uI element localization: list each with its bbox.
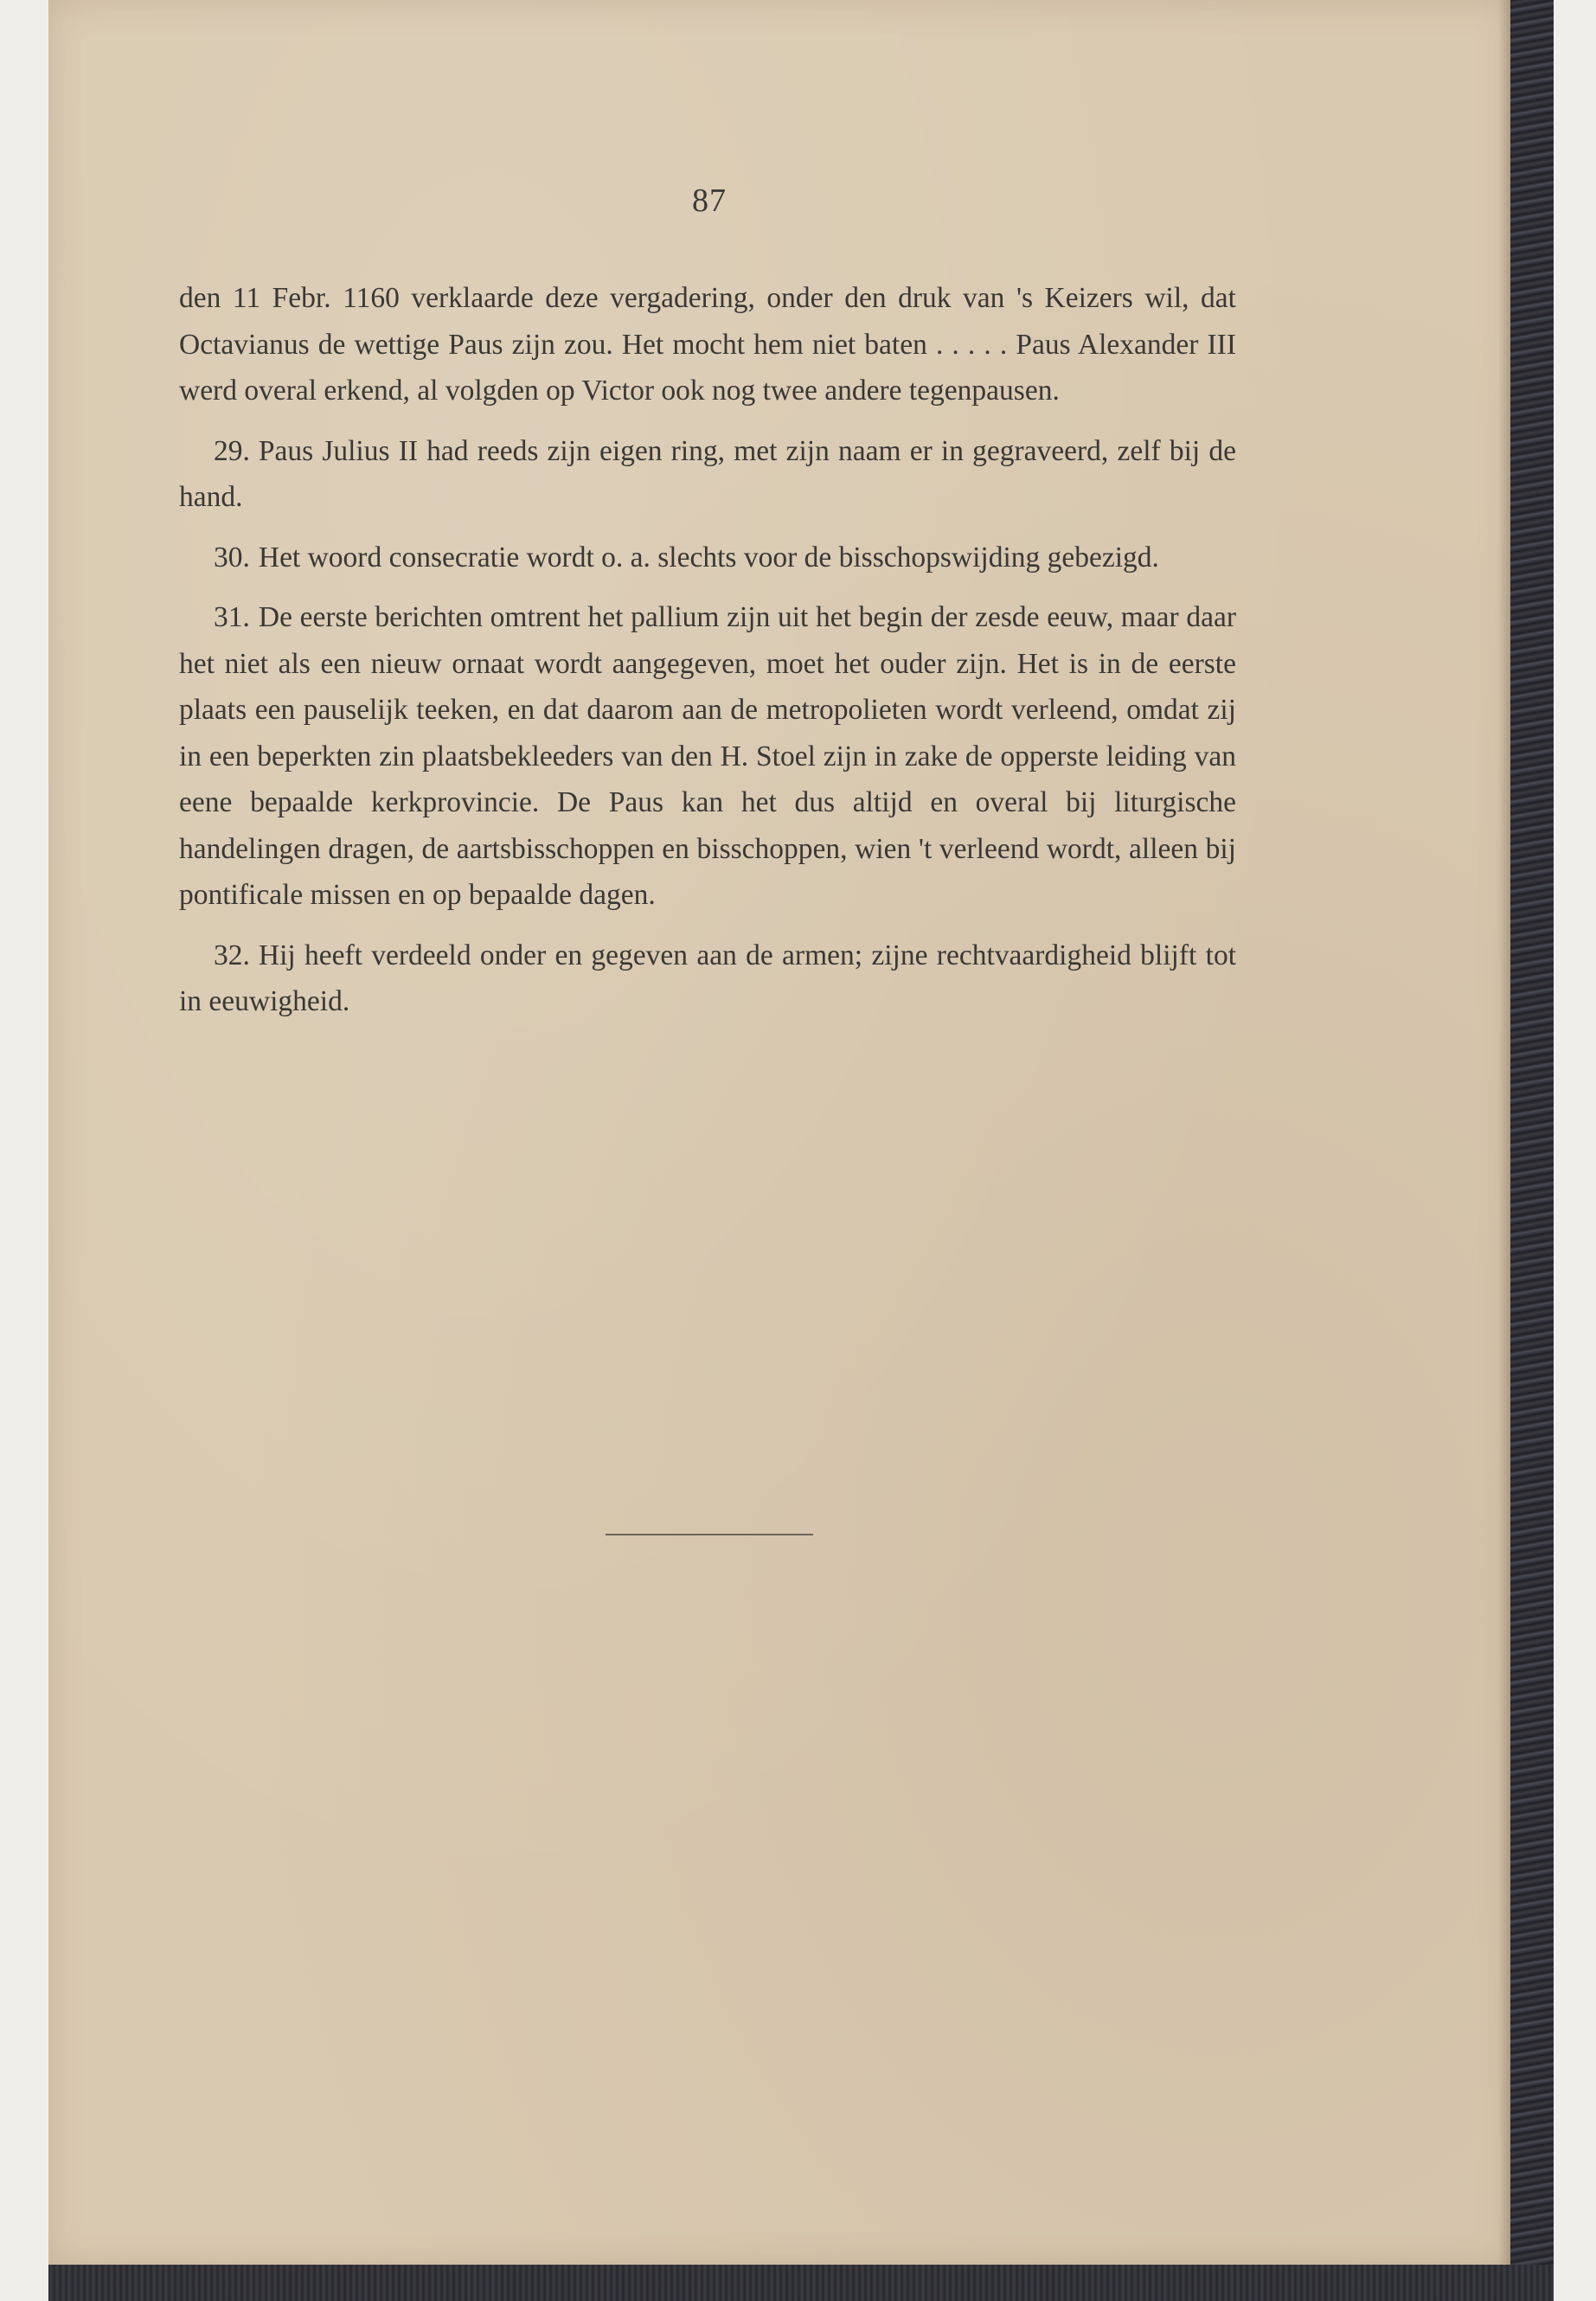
note-number: 29. [214,434,250,467]
note-text: Hij heeft verdeeld onder en gegeven aan de armen; zijne rechtvaardigheid blijft tot in eeuwigheid. [179,939,1236,1017]
note-30 [179,535,1236,581]
binding-shadow [1498,0,1510,2265]
note-31 [179,594,1236,919]
note-number: 31. [214,601,250,633]
note-32 [179,933,1236,1025]
book-binding [1510,0,1554,2301]
paragraph-text: den 11 Febr. 1160 verklaarde deze vergadering, onder den druk van 's Keizers wil, dat Octavianus de wettige Paus zijn zou. Het mocht hem niet baten . . . . . Paus Alexander III werd overal erkend, al volgden op Victor ook nog twee andere tegenpausen. [179,282,1236,407]
notes-body [179,275,1236,1039]
note-number: 32. [214,939,250,971]
note-29 [179,428,1236,521]
note-text: De eerste berichten omtrent het pallium zijn uit het begin der zesde eeuw, maar daar het niet als een nieuw ornaat wordt aangegeven, moet het ouder zijn. Het is in de eerste plaats een pauselijk teeken, en dat daarom aan de metropolieten wordt verleend, omdat zij in een beperkten zin plaatsbekleeders van den H. Stoel zijn in zake de opperste leiding van eene bepaalde kerkprovincie. De Paus kan het dus altijd en overal bij liturgische handelingen dragen, de aartsbisschoppen en bisschoppen, wien 't verleend wordt, alleen bij pontificale missen en op bepaalde dagen. [179,601,1236,911]
paragraph-continuation [179,275,1236,414]
end-rule [606,1534,813,1535]
note-text: Het woord consecratie wordt o. a. slechts voor de bisschopswijding gebezigd. [258,541,1159,574]
page-number: 87 [692,183,727,219]
note-number: 30. [214,541,250,574]
note-text: Paus Julius II had reeds zijn eigen ring, met zijn naam er in gegraveerd, zelf bij de hand. [179,434,1236,513]
bottom-edge [48,2265,1554,2301]
